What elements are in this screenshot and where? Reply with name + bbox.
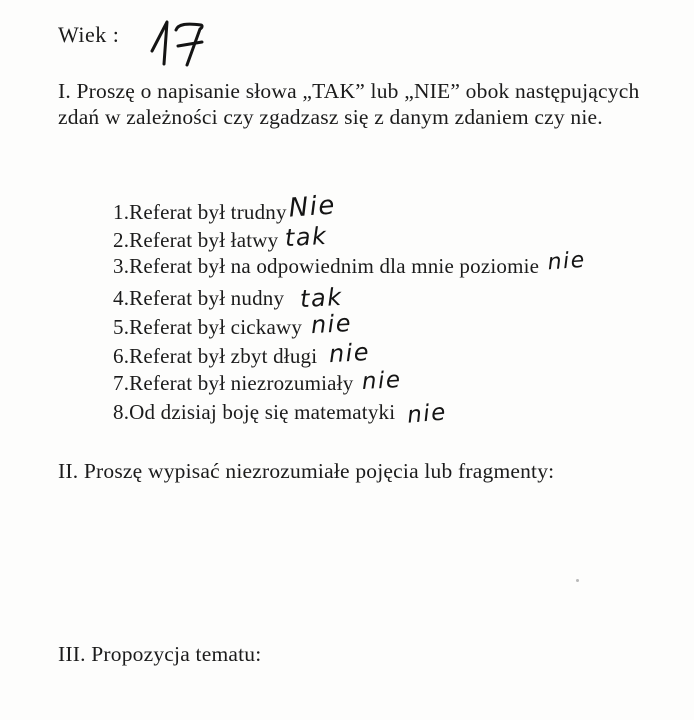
statement-text: 1.Referat był trudny <box>113 200 287 224</box>
statement-row <box>113 337 586 370</box>
section1-heading: I. Proszę o napisanie słowa „TAK” lub „NIE” obok następujących zdań w zależności czy zgadzasz się z danym zdaniem czy nie. <box>58 79 640 129</box>
handwritten-17-icon <box>147 16 209 68</box>
age-label: Wiek : <box>58 22 120 47</box>
statement-row <box>113 366 586 399</box>
statement-list <box>113 190 587 429</box>
handwritten-answer: tak <box>299 282 344 314</box>
statement-text: 5.Referat był cickawy <box>113 315 303 339</box>
section3-heading: III. Propozycja tematu: <box>58 642 262 666</box>
statement-row <box>113 399 586 428</box>
age-row <box>58 16 209 74</box>
statement-text: 6.Referat był zbyt długi <box>113 344 318 368</box>
statement-text: 7.Referat był niezrozumiały <box>113 371 354 395</box>
statement-text: 2.Referat był łatwy <box>113 228 279 252</box>
handwritten-answer: nie <box>406 399 449 429</box>
handwritten-answer: nie <box>328 337 372 369</box>
statement-row <box>113 308 586 341</box>
section2-heading: II. Proszę wypisać niezrozumiałe pojęcia lub fragmenty: <box>58 459 555 483</box>
handwritten-answer: nie <box>547 247 587 276</box>
handwritten-answer: nie <box>310 308 353 340</box>
age-handwritten-value <box>147 16 209 74</box>
statement-row <box>113 221 586 254</box>
statement-text: 8.Od dzisiaj boję się matematyki <box>113 400 396 424</box>
scan-speck <box>576 579 579 582</box>
statement-row <box>113 190 586 225</box>
statement-text: 4.Referat był nudny <box>113 286 285 310</box>
handwritten-answer: Nie <box>287 190 337 224</box>
statement-text: 3.Referat był na odpowiednim dla mnie poziomie <box>113 254 540 278</box>
handwritten-answer: tak <box>284 221 329 253</box>
statement-row <box>113 283 586 312</box>
handwritten-answer: nie <box>361 366 403 396</box>
statement-row <box>113 247 587 283</box>
